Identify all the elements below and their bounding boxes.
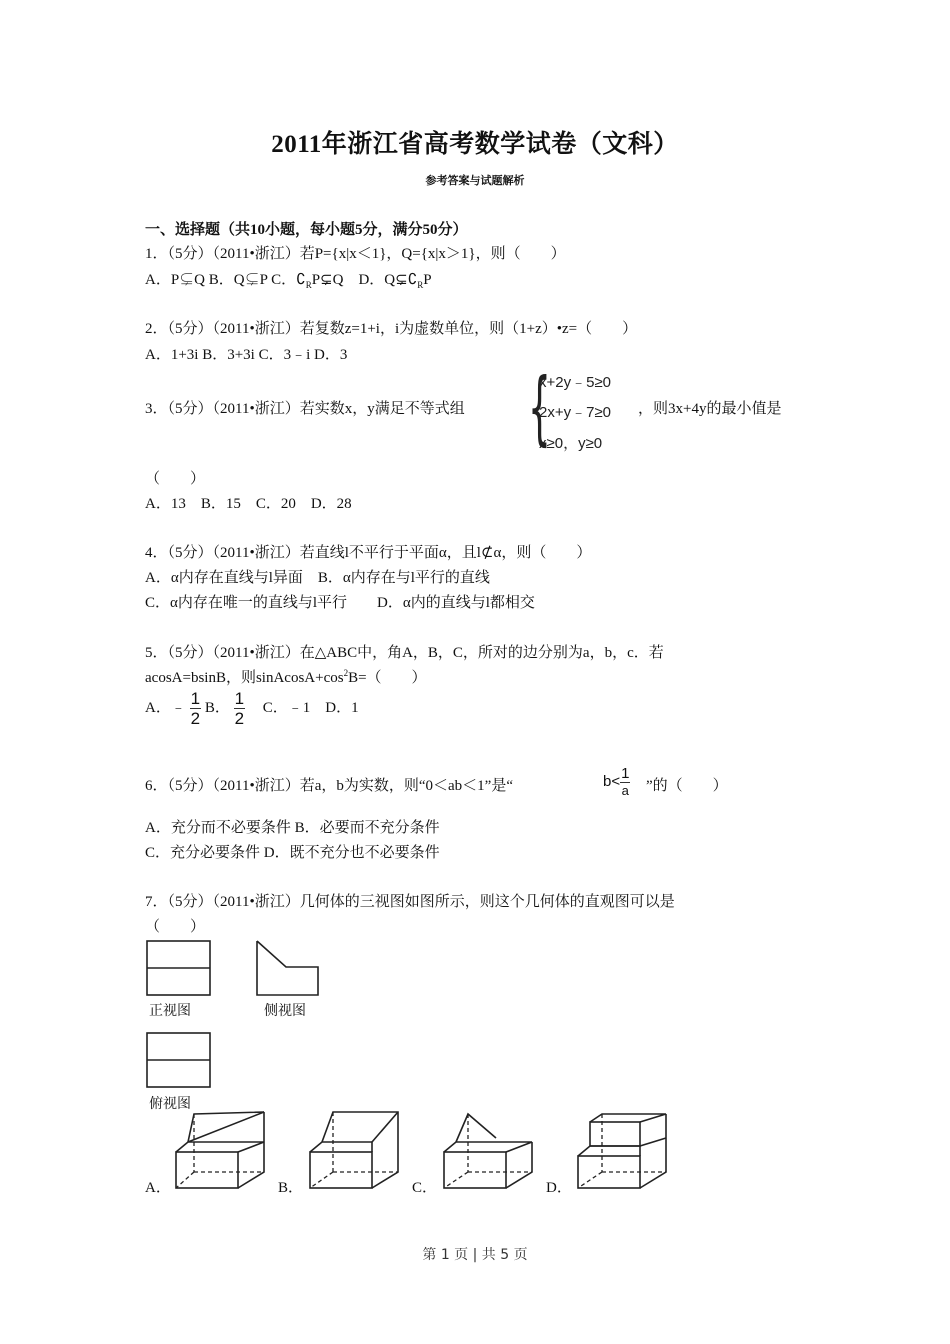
question-6-options-2: C．充分必要条件 D．既不充分也不必要条件: [145, 845, 440, 861]
question-text: （5分）（2011•浙江）若直线l不平行于平面α，且l⊄α，则（ ）: [167, 545, 592, 561]
option-b-label: B．: [204, 699, 230, 716]
option-a-label: A．﹣: [145, 699, 186, 716]
fraction-half: [190, 690, 201, 727]
fraction-half: [234, 690, 245, 727]
question-number: 5．: [145, 645, 168, 661]
choice-d-label: D．: [546, 1180, 572, 1196]
numerator: 1: [621, 765, 630, 782]
question-2-options: A．1+3i B．3+3i C．3﹣i D．3: [145, 347, 348, 363]
choice-b-label: B．: [278, 1180, 304, 1196]
question-5-stem-2: [145, 666, 427, 687]
inline-math-b-lt-1-over-a: [603, 766, 630, 797]
question-2-stem: [145, 317, 637, 338]
option-c-d: C．﹣1 D．1: [262, 699, 359, 716]
inequality-system: [528, 361, 648, 460]
denominator: a: [621, 783, 629, 798]
front-view-figure: [146, 940, 212, 997]
page-title: 2011年浙江省高考数学试卷（文科）: [271, 131, 679, 158]
page-subtitle: 参考答案与试题解析: [425, 175, 525, 187]
question-text: （5分）（2011•浙江）在△ABC中，角A，B，C，所对的边分别为a，b，c．若: [167, 645, 664, 661]
question-5-options: [145, 690, 359, 727]
question-text: （5分）（2011•浙江）若实数x，y满足不等式组: [167, 401, 465, 417]
math-lhs: b<: [603, 773, 621, 790]
question-number: 7．: [145, 894, 168, 910]
question-number: 4．: [145, 545, 168, 561]
page-footer: 第 1 页 | 共 5 页: [422, 1247, 528, 1263]
question-number: 2．: [145, 321, 168, 337]
question-3-stem-after: ，则3x+4y的最小值是: [638, 401, 782, 417]
question-1-stem: [145, 242, 566, 263]
question-number: 6．: [145, 778, 168, 794]
question-text: （5分）（2011•浙江）几何体的三视图如图所示，则这个几何体的直观图可以是: [167, 894, 675, 910]
question-text: B=（ ）: [348, 670, 427, 686]
question-4-stem: [145, 541, 591, 562]
inequality-1: x+2y﹣5≥0: [539, 374, 612, 391]
numerator: 1: [190, 689, 201, 708]
option-b: B．Q⊊P: [208, 272, 272, 288]
question-text: acosA=bsinB，则sinAcosA+cos: [145, 670, 344, 686]
top-view-figure: [146, 1032, 212, 1089]
question-number: 3．: [145, 401, 168, 417]
question-number: 1．: [145, 246, 168, 262]
fraction: [620, 766, 630, 797]
question-text: （5分）（2011•浙江）若复数z=1+i，i为虚数单位，则（1+z）•z=（ ）: [167, 321, 638, 337]
question-6-stem: [145, 774, 513, 795]
option-d: D．$Q⊊∁_RP$: [358, 272, 432, 290]
question-7-paren: （ ）: [145, 919, 206, 935]
option-c: C．$∁_RP⊊Q$: [271, 272, 359, 290]
question-6-options-1: A．充分而不必要条件 B．必要而不充分条件: [145, 820, 440, 836]
brace-icon: {: [528, 361, 551, 454]
side-view-figure: [256, 940, 322, 997]
question-4-options-1: A．α内存在直线与l异面 B．α内存在与l平行的直线: [145, 570, 490, 586]
choice-c-label: C．: [412, 1180, 438, 1196]
side-view-label: 侧视图: [264, 1003, 306, 1019]
inequality-3: x≥0，y≥0: [539, 435, 603, 452]
question-3-stem: [145, 397, 465, 418]
question-3-paren: （ ）: [145, 471, 206, 487]
section-heading: 一、选择题（共10小题，每小题5分，满分50分）: [145, 222, 468, 238]
choice-b-solid-figure: [308, 1112, 400, 1192]
question-5-stem-1: [145, 641, 664, 662]
denominator: 2: [234, 709, 245, 728]
choice-a-solid-figure: [174, 1112, 266, 1192]
question-text: （5分）（2011•浙江）若P={x|x＜1}，Q={x|x＞1}，则（ ）: [167, 246, 566, 262]
top-view-label: 俯视图: [149, 1096, 191, 1112]
question-text: （5分）（2011•浙江）若a，b为实数，则“0＜ab＜1”是“: [167, 778, 514, 794]
numerator: 1: [234, 689, 245, 708]
inequality-2: 2x+y﹣7≥0: [539, 404, 612, 421]
superscript: 2: [343, 668, 349, 678]
question-4-options-2: C．α内存在唯一的直线与l平行 D．α内的直线与l都相交: [145, 595, 535, 611]
question-7-stem: [145, 890, 675, 911]
front-view-label: 正视图: [149, 1003, 191, 1019]
question-1-options: [145, 268, 432, 290]
choice-c-solid-figure: [442, 1112, 534, 1192]
denominator: 2: [190, 709, 201, 728]
question-6-stem-after: ”的（ ）: [646, 778, 728, 794]
question-3-options: A．13 B．15 C．20 D．28: [145, 496, 352, 512]
choice-a-label: A．: [145, 1180, 171, 1196]
option-a: A．P⊊Q: [145, 272, 209, 288]
choice-d-solid-figure: [576, 1112, 668, 1192]
